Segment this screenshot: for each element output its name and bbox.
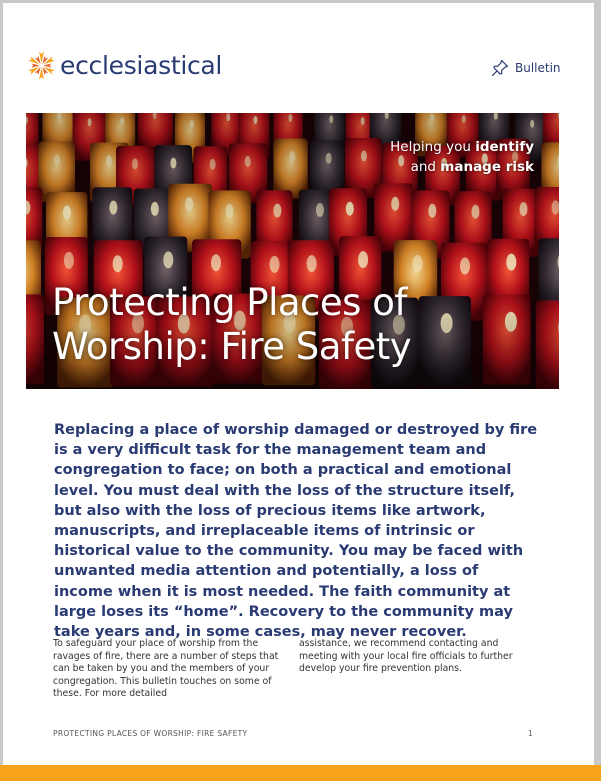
pin-icon bbox=[490, 58, 510, 78]
title-line-2: Worship: Fire Safety bbox=[52, 325, 412, 368]
bulletin-tag bbox=[490, 58, 561, 78]
page-number: 1 bbox=[528, 729, 533, 738]
title-line-1: Protecting Places of bbox=[52, 281, 407, 324]
footer-title: PROTECTING PLACES OF WORSHIP: FIRE SAFETY bbox=[53, 729, 248, 738]
tagline-emphasis-1: identify bbox=[475, 139, 534, 155]
body-column-2: assistance, we recommend contacting and meeting with your local fire officials to further develop your fire prevention plans. bbox=[299, 638, 513, 675]
ecclesiastical-logo bbox=[25, 48, 222, 82]
tagline-text-2: and bbox=[410, 159, 441, 175]
bottom-accent-bar bbox=[0, 765, 601, 781]
bulletin-label: Bulletin bbox=[515, 61, 561, 75]
hero-banner bbox=[26, 113, 559, 389]
intro-paragraph: Replacing a place of worship damaged or destroyed by fire is a very difficult task for the management team and congregation to face; on both a practical and emotional level. You must deal with the loss of the structure itself, but also with the loss of precious items like artwork, manuscripts, and irreplaceable items of intrinsic or historical value to the community. You may be faced with unwanted media attention and potentially, a loss of income when it is most needed. The faith community at large loses its “home”. Recovery to the community may take years and, in some cases, may never recover. bbox=[54, 422, 538, 641]
document-title bbox=[52, 281, 492, 369]
brand-name: ecclesiastical bbox=[60, 50, 223, 80]
body-column-1: To safeguard your place of worship from the ravages of fire, there are a number of steps that can be taken by you and the members of your congregation. This bulletin touches on some of these. For more detailed bbox=[53, 638, 279, 700]
star-flower-logo-icon bbox=[25, 49, 58, 82]
tagline-text-1: Helping you bbox=[390, 139, 476, 155]
hero-tagline bbox=[390, 137, 534, 177]
tagline-emphasis-2: manage risk bbox=[440, 159, 534, 175]
